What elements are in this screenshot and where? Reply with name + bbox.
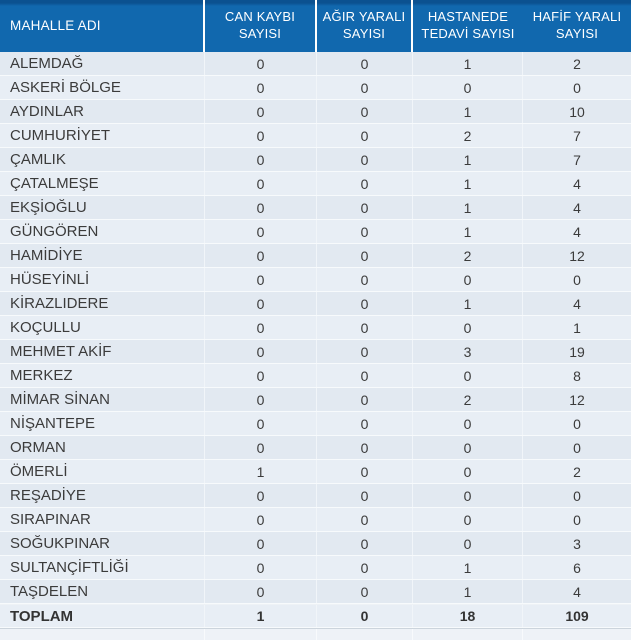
neighborhood-name: ASKERİ BÖLGE: [0, 76, 205, 99]
table-row: [0, 268, 631, 292]
value-cell: 2: [413, 244, 523, 267]
value-cell: 1: [413, 52, 523, 75]
table-row: [0, 388, 631, 412]
value-cell: 0: [317, 580, 413, 603]
value-cell: 18: [413, 605, 523, 627]
value-cell: 7: [573, 127, 581, 144]
neighborhood-name: HAMİDİYE: [0, 244, 205, 267]
value-cell: 0: [205, 388, 317, 411]
neighborhood-name: TAŞDELEN: [0, 580, 205, 603]
value-cell: 0: [573, 271, 581, 288]
value-cell: 0: [413, 412, 523, 435]
value-cell: 1: [413, 148, 523, 171]
value-cell: 0: [317, 412, 413, 435]
value-cell: 0: [205, 196, 317, 219]
value-cell: 2: [413, 388, 523, 411]
value-cell: 1: [413, 196, 523, 219]
value-cell: 3: [413, 340, 523, 363]
value-cell: 0: [317, 340, 413, 363]
value-cell: 10: [569, 103, 585, 120]
table-row: [0, 436, 631, 460]
value-cell: 0: [317, 436, 413, 459]
table-row: [0, 52, 631, 76]
neighborhood-name: ALEMDAĞ: [0, 52, 205, 75]
table-header-row: [0, 0, 631, 52]
table-row: [0, 508, 631, 532]
value-cell: 0: [317, 556, 413, 579]
neighborhood-name: KOÇULLU: [0, 316, 205, 339]
value-cell: 0: [317, 124, 413, 147]
bottom-strip-cell: [0, 629, 205, 640]
value-cell: 0: [317, 52, 413, 75]
value-cell: 0: [205, 148, 317, 171]
value-cell: 0: [573, 79, 581, 96]
column-header-2: CAN KAYBI SAYISI: [205, 0, 317, 52]
value-cell: 1: [413, 172, 523, 195]
value-cell: 0: [317, 460, 413, 483]
value-cell: 0: [317, 220, 413, 243]
column-header-1: MAHALLE ADI: [0, 0, 205, 52]
table-row: [0, 100, 631, 124]
value-cell: 6: [573, 559, 581, 576]
value-cell: 2: [573, 463, 581, 480]
neighborhood-name: SULTANÇİFTLİĞİ: [0, 556, 205, 579]
value-cell: 1: [413, 100, 523, 123]
column-header-4: HASTANEDE TEDAVİ SAYISI: [421, 9, 515, 41]
value-cell: 4: [573, 583, 581, 600]
neighborhood-name: NİŞANTEPE: [0, 412, 205, 435]
value-cell: 1: [573, 319, 581, 336]
value-cell: 0: [205, 292, 317, 315]
bottom-strip-cell: [205, 629, 317, 640]
value-cell: 0: [205, 364, 317, 387]
value-cell: 0: [413, 364, 523, 387]
value-cell: 0: [317, 76, 413, 99]
neighborhood-name: ÇATALMEŞE: [0, 172, 205, 195]
table-row: [0, 244, 631, 268]
neighborhood-name: MERKEZ: [0, 364, 205, 387]
table-row: [0, 412, 631, 436]
value-cell: 0: [205, 124, 317, 147]
value-cell: 0: [317, 532, 413, 555]
value-cell: 0: [205, 52, 317, 75]
value-cell: 0: [413, 76, 523, 99]
value-cell: 109: [565, 608, 589, 624]
value-cell: 2: [573, 55, 581, 72]
value-cell: 0: [573, 511, 581, 528]
table-row: [0, 172, 631, 196]
neighborhood-name: MİMAR SİNAN: [0, 388, 205, 411]
value-cell: 12: [569, 247, 585, 264]
bottom-strip-cell: [317, 629, 413, 640]
value-cell: 0: [317, 605, 413, 627]
neighborhood-name: HÜSEYİNLİ: [0, 268, 205, 291]
value-cell: 0: [413, 484, 523, 507]
value-cell: 0: [205, 100, 317, 123]
value-cell: 0: [205, 316, 317, 339]
table-row: [0, 364, 631, 388]
value-cell: 0: [317, 292, 413, 315]
column-header-5: HAFİF YARALI SAYISI: [532, 9, 622, 41]
value-cell: 0: [317, 388, 413, 411]
value-cell: 0: [317, 268, 413, 291]
bottom-strip-cell: [413, 629, 523, 640]
value-cell: 0: [205, 268, 317, 291]
value-cell: 0: [205, 436, 317, 459]
column-header-3: AĞIR YARALI SAYISI: [317, 0, 413, 52]
neighborhood-name: SIRAPINAR: [0, 508, 205, 531]
value-cell: 0: [317, 100, 413, 123]
value-cell: 2: [413, 124, 523, 147]
neighborhood-name: REŞADİYE: [0, 484, 205, 507]
bottom-strip-cell: [523, 629, 631, 640]
value-cell: 1: [413, 292, 523, 315]
table-row: [0, 124, 631, 148]
value-cell: 0: [205, 220, 317, 243]
value-cell: 7: [573, 151, 581, 168]
value-cell: 0: [205, 244, 317, 267]
value-cell: 0: [413, 436, 523, 459]
value-cell: 0: [205, 340, 317, 363]
value-cell: 0: [205, 484, 317, 507]
value-cell: 0: [413, 460, 523, 483]
table-row: [0, 580, 631, 604]
value-cell: 4: [573, 175, 581, 192]
value-cell: 0: [413, 508, 523, 531]
total-label: TOPLAM: [0, 605, 205, 627]
table-row: [0, 532, 631, 556]
table-row: [0, 220, 631, 244]
value-cell: 1: [413, 580, 523, 603]
value-cell: 0: [317, 484, 413, 507]
value-cell: 4: [573, 295, 581, 312]
neighborhood-name: SOĞUKPINAR: [0, 532, 205, 555]
table-row: [0, 316, 631, 340]
value-cell: 1: [205, 460, 317, 483]
neighborhood-name: KİRAZLIDERE: [0, 292, 205, 315]
table-row: [0, 484, 631, 508]
value-cell: 0: [205, 532, 317, 555]
value-cell: 3: [573, 535, 581, 552]
value-cell: 4: [573, 223, 581, 240]
table-row: [0, 76, 631, 100]
value-cell: 0: [205, 556, 317, 579]
value-cell: 1: [205, 605, 317, 627]
value-cell: 0: [317, 364, 413, 387]
value-cell: 0: [573, 439, 581, 456]
value-cell: 4: [573, 199, 581, 216]
neighborhood-name: CUMHURİYET: [0, 124, 205, 147]
value-cell: 0: [205, 412, 317, 435]
value-cell: 0: [205, 172, 317, 195]
table-row-total: [0, 604, 631, 628]
neighborhood-name: ORMAN: [0, 436, 205, 459]
neighborhood-name: ÖMERLİ: [0, 460, 205, 483]
value-cell: 12: [569, 391, 585, 408]
value-cell: 0: [317, 316, 413, 339]
neighborhood-name: EKŞİOĞLU: [0, 196, 205, 219]
value-cell: 0: [573, 487, 581, 504]
bottom-cutoff-strip: [0, 628, 631, 640]
table-row: [0, 340, 631, 364]
table-row: [0, 196, 631, 220]
value-cell: 0: [317, 148, 413, 171]
value-cell: 1: [413, 556, 523, 579]
value-cell: 0: [205, 580, 317, 603]
value-cell: 0: [317, 172, 413, 195]
value-cell: 0: [413, 532, 523, 555]
neighborhood-name: ÇAMLIK: [0, 148, 205, 171]
table-body: [0, 52, 631, 628]
table-row: [0, 292, 631, 316]
value-cell: 0: [205, 76, 317, 99]
table-row: [0, 460, 631, 484]
table-row: [0, 148, 631, 172]
value-cell: 0: [205, 508, 317, 531]
value-cell: 0: [573, 415, 581, 432]
neighborhood-name: AYDINLAR: [0, 100, 205, 123]
value-cell: 0: [317, 244, 413, 267]
value-cell: 0: [413, 268, 523, 291]
neighborhood-name: MEHMET AKİF: [0, 340, 205, 363]
value-cell: 8: [573, 367, 581, 384]
value-cell: 0: [413, 316, 523, 339]
value-cell: 0: [317, 196, 413, 219]
value-cell: 19: [569, 343, 585, 360]
value-cell: 0: [317, 508, 413, 531]
neighborhood-name: GÜNGÖREN: [0, 220, 205, 243]
value-cell: 1: [413, 220, 523, 243]
table-row: [0, 556, 631, 580]
